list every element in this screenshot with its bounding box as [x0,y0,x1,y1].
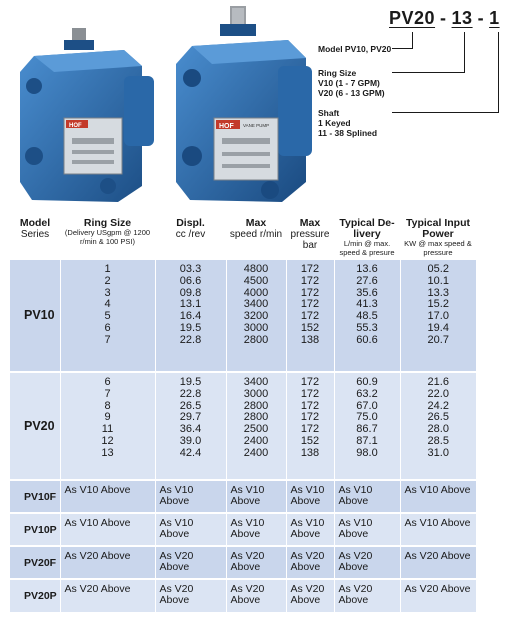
pv20p-power: As V20 Above [400,579,476,612]
leader-shaft-v [498,32,499,113]
table-row-pv20f [10,546,476,579]
pv20-speed-column: 3400 3000 2800 2800 2500 2400 2400 [226,372,286,480]
pv20f-speed: As V20 Above [226,546,286,579]
model-label-pv10p: PV10P [10,513,60,546]
pv20f-power: As V20 Above [400,546,476,579]
table-row-pv20 [10,372,476,480]
pv20p-delivery: As V20 Above [334,579,400,612]
model-label-pv20: PV20 [10,372,60,480]
pv20p-pressure: As V20 Above [286,579,334,612]
vane-pump-image-large [170,6,320,206]
header-ring-size: Ring Size (Delivery USgpm @ 1200 r/min & 100 PSI) [64,217,151,246]
pv20p-ring: As V20 Above [60,579,155,612]
legend-ring-size-v10: V10 (1 - 7 GPM) [318,78,380,88]
table-row-pv10f [10,480,476,513]
table-header-row [10,218,476,260]
header-max-pressure: Max pressure bar [290,217,330,251]
model-code-dash-2: - [477,8,485,28]
table-row-pv20p [10,579,476,612]
legend-ring-size-v20: V20 (6 - 13 GPM) [318,88,385,98]
pv20-displ-column: 19.5 22.8 26.5 29.7 36.4 39.0 42.4 [155,372,226,480]
pv10p-ring: As V10 Above [60,513,155,546]
specification-table [10,218,476,612]
product-header [0,0,510,212]
legend-shaft-splined: 11 - 38 Splined [318,128,378,138]
pv20-delivery-column: 60.9 63.2 67.0 75.0 86.7 87.1 98.0 [334,372,400,480]
header-typical-power: Typical Input Power KW @ max speed & pressure [404,217,472,257]
pv10p-displ: As V10 Above [155,513,226,546]
model-label-pv10f: PV10F [10,480,60,513]
leader-ring-v [464,32,465,73]
pv20f-ring: As V20 Above [60,546,155,579]
header-typical-delivery: Typical De-livery L/min @ max. speed & presure [339,217,395,257]
pv10f-displ: As V10 Above [155,480,226,513]
leader-model-h [392,48,413,49]
legend-ring-size-title: Ring Size [318,68,357,78]
pv10p-delivery: As V10 Above [334,513,400,546]
model-label-pv20f: PV20F [10,546,60,579]
pv10-pressure-column: 172 172 172 172 172 152 138 [286,260,334,372]
model-code [389,8,500,29]
model-label-pv10: PV10 [10,260,60,372]
header-max-speed: Max speed r/min [229,217,283,240]
table-row-pv10p [10,513,476,546]
pv10-power-column: 05.2 10.1 13.3 15.2 17.0 19.4 20.7 [400,260,476,372]
pv10-delivery-column: 13.6 27.6 35.6 41.3 48.5 55.3 60.6 [334,260,400,372]
pv10-ring-column: 1 2 3 4 5 6 7 [60,260,155,372]
pv10f-speed: As V10 Above [226,480,286,513]
pv20f-pressure: As V20 Above [286,546,334,579]
pv20f-displ: As V20 Above [155,546,226,579]
header-displacement: Displ. cc /rev [175,217,206,240]
pv20-pressure-column: 172 172 172 172 172 152 138 [286,372,334,480]
pv10-displ-column: 03.3 06.6 09.8 13.1 16.4 19.5 22.8 [155,260,226,372]
model-code-dash-1: - [440,8,447,28]
nameplate-subtitle: VANE PUMP [243,123,270,128]
vane-pump-image-small [14,26,164,206]
pv20p-displ: As V20 Above [155,579,226,612]
pv10f-ring: As V10 Above [60,480,155,513]
pv10p-pressure: As V10 Above [286,513,334,546]
model-code-shaft: 1 [489,8,500,28]
pv20p-speed: As V20 Above [226,579,286,612]
pv20f-delivery: As V20 Above [334,546,400,579]
leader-shaft-h [392,112,499,113]
pv10f-pressure: As V10 Above [286,480,334,513]
table-row-pv10 [10,260,476,372]
pv10f-power: As V10 Above [400,480,476,513]
pv20-power-column: 21.6 22.0 24.2 26.5 28.0 28.5 31.0 [400,372,476,480]
legend-shaft-title: Shaft [318,108,340,118]
pv10p-speed: As V10 Above [226,513,286,546]
pv20-ring-column: 6 7 8 9 11 12 13 [60,372,155,480]
leader-ring-h [392,72,465,73]
pv10f-delivery: As V10 Above [334,480,400,513]
model-label-pv20p: PV20P [10,579,60,612]
model-code-series: PV20 [389,8,436,28]
leader-model-v [412,32,413,49]
legend-model: Model PV10, PV20 [318,44,392,54]
legend-shaft-keyed: 1 Keyed [318,118,351,128]
model-code-ring: 13 [451,8,473,28]
header-model: Model Series [19,217,51,240]
nameplate-brand-small: HOF [69,123,82,129]
pv10p-power: As V10 Above [400,513,476,546]
nameplate-brand-large: HOF [219,123,234,130]
pv10-speed-column: 4800 4500 4000 3400 3200 3000 2800 [226,260,286,372]
